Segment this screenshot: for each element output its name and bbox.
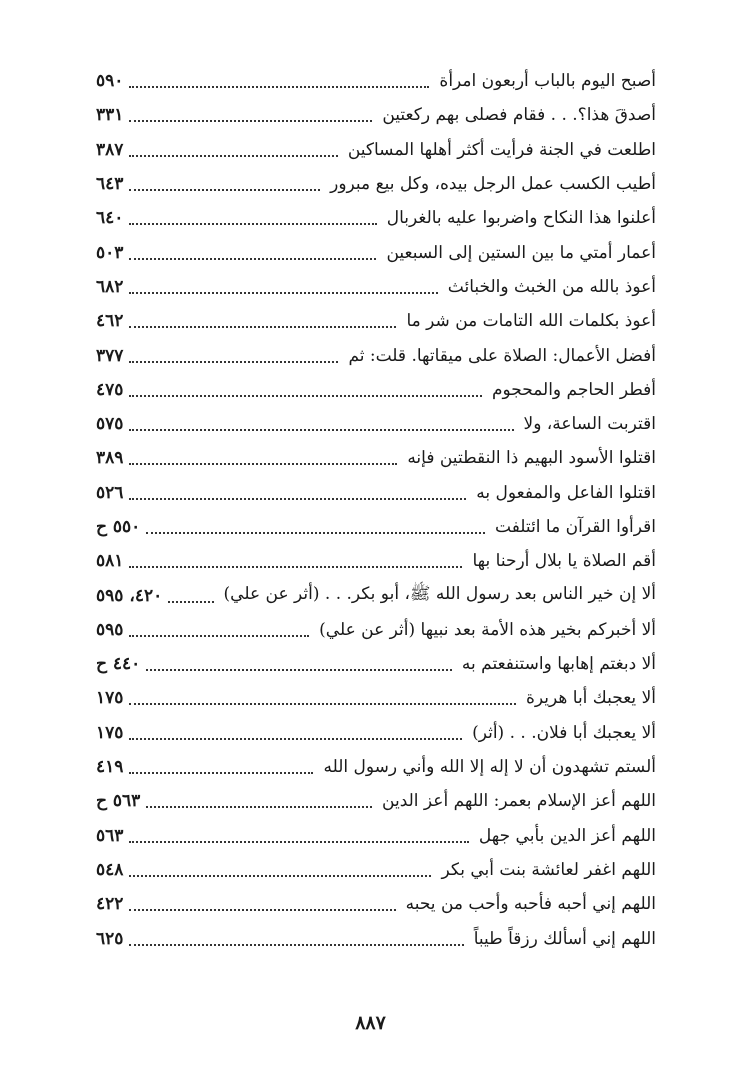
dot-leader	[129, 772, 313, 774]
entry-text: اطلعت في الجنة فرأيت أكثر أهلها المساكين	[347, 139, 656, 160]
dot-leader	[129, 498, 466, 500]
entry-page-ref: ٥٤٨	[96, 859, 124, 880]
entry-page-ref: ١٧٥	[96, 722, 124, 743]
index-entry	[96, 270, 656, 304]
index-entry	[96, 853, 656, 887]
index-entry	[96, 544, 656, 578]
entry-text: أعوذ بكلمات الله التامات من شر ما	[406, 311, 656, 332]
index-entry	[96, 887, 656, 921]
entry-page-ref: ٤٢٢	[96, 894, 124, 915]
entry-text: أعلنوا هذا النكاح واضربوا عليه بالغربال	[386, 208, 656, 229]
entry-page-ref: ٥٦٣	[96, 825, 124, 846]
entry-page-ref: ٦٢٥	[96, 928, 124, 949]
index-entry	[96, 373, 656, 407]
entry-page-ref: ٣٣١	[96, 105, 124, 126]
dot-leader	[146, 532, 485, 534]
entry-page-ref: ٤٤٠ ح	[96, 654, 141, 675]
dot-leader	[129, 361, 338, 363]
entry-text: اقتلوا الأسود البهيم ذا النقطتين فإنه	[407, 448, 656, 469]
entry-page-ref: ٥٩٠	[96, 71, 124, 92]
entry-page-ref: ٣٨٩	[96, 448, 124, 469]
dot-leader	[129, 566, 462, 568]
dot-leader	[129, 875, 431, 877]
entry-page-ref: ٤٢٠، ٥٩٥	[96, 585, 163, 606]
entry-text: اقرأوا القرآن ما ائتلفت	[495, 517, 656, 537]
entry-page-ref: ٤١٩	[96, 757, 124, 778]
dot-leader	[129, 189, 320, 191]
entry-page-ref: ٤٦٢	[96, 311, 124, 332]
entry-page-ref: ٣٨٧	[96, 139, 124, 160]
entry-text: ألا إن خير الناس بعد رسول الله ﷺ، أبو بكر. . . (أثر عن علي)	[223, 584, 656, 605]
entry-text: أفضل الأعمال: الصلاة على ميقاتها. قلت: ثم	[348, 345, 656, 366]
index-entry	[96, 784, 656, 818]
index-entry	[96, 921, 656, 955]
entry-text: أعوذ بالله من الخبث والخبائث	[447, 276, 656, 297]
entry-text: ألا يعجبك أبا هريرة	[526, 688, 656, 709]
dot-leader	[146, 806, 372, 808]
index-entry	[96, 98, 656, 132]
entry-page-ref: ١٧٥	[96, 688, 124, 709]
entry-text: اقتلوا الفاعل والمفعول به	[476, 482, 656, 503]
index-entry	[96, 613, 656, 647]
dot-leader	[129, 326, 396, 328]
entry-page-ref: ٥٥٠ ح	[96, 517, 141, 537]
dot-leader	[129, 223, 376, 225]
hadith-index-list	[96, 64, 656, 956]
entry-page-ref: ٥٧٥	[96, 414, 124, 435]
entry-text: أقم الصلاة يا بلال أرحنا بها	[472, 551, 656, 572]
index-entry	[96, 647, 656, 681]
entry-text: أصدقَ هذا؟. . . فقام فصلى بهم ركعتين	[382, 105, 656, 126]
dot-leader	[129, 738, 462, 740]
dot-leader	[129, 292, 437, 294]
dot-leader	[146, 669, 452, 671]
entry-page-ref: ٥٨١	[96, 551, 124, 572]
index-entry	[96, 167, 656, 201]
dot-leader	[129, 635, 309, 637]
entry-text: أفطر الحاجم والمحجوم	[491, 379, 656, 400]
index-entry	[96, 133, 656, 167]
dot-leader	[129, 944, 463, 946]
index-entry	[96, 476, 656, 510]
dot-leader	[129, 120, 372, 122]
dot-leader	[168, 601, 213, 603]
entry-text: اللهم إني أسألك رزقاً طيباً	[473, 928, 656, 949]
entry-page-ref: ٤٧٥	[96, 379, 124, 400]
index-entry	[96, 441, 656, 475]
entry-text: اقتربت الساعة، ولا	[523, 414, 656, 435]
entry-page-ref: ٥٢٦	[96, 482, 124, 503]
entry-text: ألستم تشهدون أن لا إله إلا الله وأني رسول الله	[323, 757, 656, 778]
dot-leader	[129, 429, 513, 431]
entry-page-ref: ٥٦٣ ح	[96, 791, 141, 812]
dot-leader	[129, 155, 337, 157]
dot-leader	[129, 258, 376, 260]
index-entry	[96, 407, 656, 441]
entry-text: أصبح اليوم بالباب أربعون امرأة	[439, 71, 656, 92]
dot-leader	[129, 841, 469, 843]
entry-page-ref: ٥٩٥	[96, 619, 124, 640]
index-entry	[96, 716, 656, 750]
entry-text: أطيب الكسب عمل الرجل بيده، وكل بيع مبرور	[330, 174, 656, 195]
index-entry	[96, 819, 656, 853]
dot-leader	[129, 86, 429, 88]
index-entry	[96, 338, 656, 372]
entry-text: ألا يعجبك أبا فلان. . . (أثر)	[472, 722, 656, 743]
entry-text: أعمار أمتي ما بين الستين إلى السبعين	[386, 242, 656, 263]
index-entry	[96, 64, 656, 98]
entry-text: ألا أخبركم بخير هذه الأمة بعد نبيها (أثر عن علي)	[319, 619, 656, 640]
page-number: ٨٨٧	[355, 1012, 386, 1034]
dot-leader	[129, 703, 516, 705]
index-entry	[96, 510, 656, 544]
entry-text: اللهم أعز الدين بأبي جهل	[478, 825, 656, 846]
entry-text: ألا دبغتم إهابها واستنفعتم به	[461, 654, 656, 675]
index-entry	[96, 304, 656, 338]
entry-text: اللهم اغفر لعائشة بنت أبي بكر	[441, 859, 656, 880]
entry-page-ref: ٣٧٧	[96, 345, 124, 366]
index-entry	[96, 750, 656, 784]
entry-page-ref: ٦٤٠	[96, 208, 124, 229]
index-entry	[96, 681, 656, 715]
dot-leader	[129, 909, 395, 911]
entry-page-ref: ٦٨٢	[96, 276, 124, 297]
index-entry	[96, 578, 656, 612]
entry-text: اللهم أعز الإسلام بعمر: اللهم أعز الدين	[382, 791, 656, 812]
dot-leader	[129, 395, 482, 397]
entry-page-ref: ٦٤٣	[96, 174, 124, 195]
entry-page-ref: ٥٠٣	[96, 242, 124, 263]
entry-text: اللهم إني أحبه فأحبه وأحب من يحبه	[405, 894, 656, 915]
index-entry	[96, 235, 656, 269]
dot-leader	[129, 463, 397, 465]
index-entry	[96, 201, 656, 235]
